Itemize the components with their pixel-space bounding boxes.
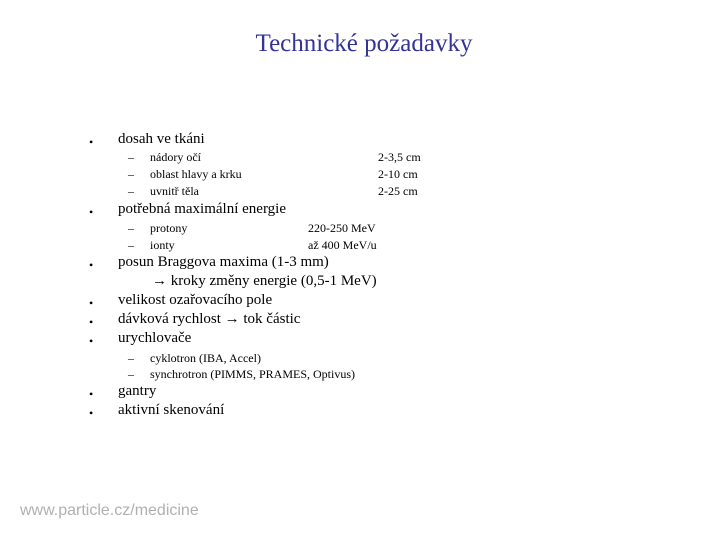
bullet-marker: • [89,205,94,219]
sub-item-ions: ionty [150,238,175,252]
bullet-max-energy: potřebná maximální energie [118,201,286,217]
dash-marker: – [128,167,134,181]
bullet-active-scanning: aktivní skenování [118,402,225,418]
bullet-marker: • [89,135,94,149]
bullet-bragg-continuation: → kroky změny energie (0,5-1 MeV) [152,273,377,289]
bullet-accelerators: urychlovače [118,330,192,346]
bullet-marker: • [89,315,94,329]
dash-marker: – [128,351,134,365]
sub-value-head-neck: 2-10 cm [378,167,418,181]
sub-item-eye-tumors: nádory očí [150,150,201,164]
sub-item-protons: protony [150,221,188,235]
slide-title: Technické požadavky [255,30,473,57]
bullet-marker: • [89,334,94,348]
bullet-marker: • [89,387,94,401]
sub-value-ions: až 400 MeV/u [308,238,377,252]
bullet-dose-rate: dávková rychlost → tok částic [118,311,301,327]
sub-item-cyclotron: cyklotron (IBA, Accel) [150,351,261,365]
sub-value-eye-tumors: 2-3,5 cm [378,150,421,164]
bullet-bragg-shift: posun Braggova maxima (1-3 mm) [118,254,329,270]
bullet-marker: • [89,296,94,310]
sub-value-protons: 220-250 MeV [308,221,376,235]
bullet-depth-in-tissue: dosah ve tkáni [118,131,205,147]
bullet-field-size: velikost ozařovacího pole [118,292,273,308]
sub-item-synchrotron: synchrotron (PIMMS, PRAMES, Optivus) [150,367,356,381]
dash-marker: – [128,184,134,198]
sub-item-head-neck: oblast hlavy a krku [150,167,242,181]
dash-marker: – [128,221,134,235]
sub-item-inside-body: uvnitř těla [150,184,199,198]
dash-marker: – [128,150,134,164]
dash-marker: – [128,238,134,252]
bullet-gantry: gantry [118,383,157,399]
bullet-marker: • [89,258,94,272]
dash-marker: – [128,367,134,381]
footer-link[interactable]: www.particle.cz/medicine [20,502,199,519]
bullet-marker: • [89,406,94,420]
sub-value-inside-body: 2-25 cm [378,184,418,198]
